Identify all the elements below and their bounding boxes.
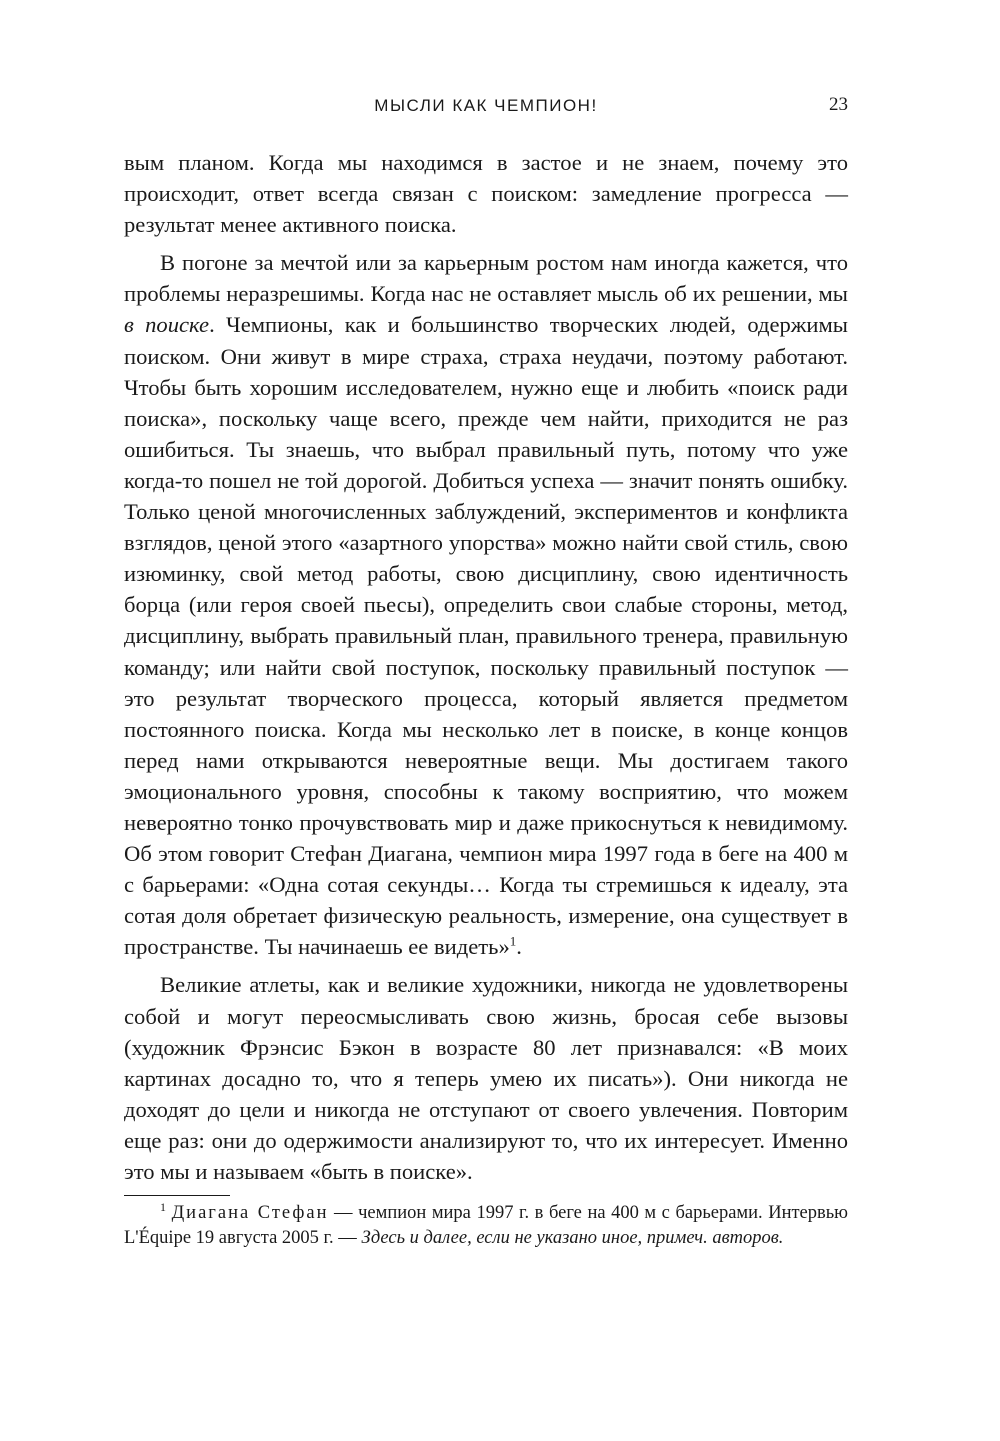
paragraph-athletes: Великие атлеты, как и великие художники, никогда не удовлетворены собой и могут переосмысливать свою жизнь, бросая себе вызовы (художник Фрэнсис Бэкон в возрасте 80 лет признавался: «В моих картинах досадно то, что я теперь умею их писать»). Они никогда не доходят до цели и никогда не отступают от своего увлечения. Повторим еще раз: они до одержимости анализируют то, что их интересует. Именно это мы и называем «быть в поиске». [124, 972, 848, 1184]
paragraph-continuation: вым планом. Когда мы находимся в застое и не знаем, почему это происходит, ответ всегда связан с поиском: замедление прогресса — результат менее активного поиска. [124, 150, 848, 238]
footnote-reference[interactable]: 1 [509, 933, 517, 949]
paragraph-search [124, 247, 848, 962]
paragraph-text: . [516, 934, 522, 960]
paragraph-text: В погоне за мечтой или за карьерным ростом нам иногда кажется, что проблемы неразрешимы. Когда нас не оставляет мысль об их решении, мы [124, 250, 848, 307]
running-head [124, 92, 848, 122]
footnote-italic-note: Здесь и далее, если не указано иное, примеч. авторов. [361, 1228, 784, 1248]
emphasis-text: в поиске [124, 312, 210, 338]
paragraph-text: . Чемпионы, как и большинство творческих людей, одержимы поиском. Они живут в мире страха, страха неудачи, поэтому работают. Чтобы быть хорошим исследователем, нужно еще и любить «поиск ради поиска», поскольку чаще всего, прежде чем найти, приходится не раз ошибиться. Ты знаешь, что выбрал правильный путь, потому что уже когда-то пошел не той дорогой. Добиться успеха — значит понять ошибку. Только ценой многочисленных заблуждений, экспериментов и конфликта взглядов, ценой этого «азартного упорства» можно найти свой стиль, свою изюминку, свой метод работы, свою дисциплину, свою идентичность борца (или героя своей пьесы), определить свои слабые стороны, метод, дисциплину, выбрать правильный план, правильного тренера, правильную команду; или найти свой поступок, поскольку правильный поступок — это результат творческого процесса, который является предметом постоянного поиска. Когда мы несколько лет в поиске, в конце концов перед нами открываются невероятные вещи. Мы достигаем такого эмоционального уровня, способны к такому восприятию, что можем невероятно тонко прочувствовать мир и даже прикоснуться к невидимому. Об этом говорит Стефан Диагана, чемпион мира 1997 года в беге на 400 м с барьерами: «Одна сотая секунды… Когда ты стремишься к идеалу, эта сотая доля обретает физическую реальность, измерение, она существует в пространстве. Ты начинаешь ее видеть» [124, 312, 848, 960]
footnote-text: — чемпион мира 1997 г. в беге на 400 м с барьерами. Интервью L'Équipe 19 августа 2005 г. — [124, 1203, 849, 1248]
running-title: МЫСЛИ КАК ЧЕМПИОН! [374, 96, 598, 115]
body-text [124, 147, 848, 1187]
footnote-divider [124, 1195, 230, 1196]
footnote-number: 1 [160, 1199, 166, 1214]
footnote [124, 1201, 848, 1251]
footnote-name: Диагана Стефан [171, 1203, 329, 1223]
page-number: 23 [829, 94, 848, 115]
